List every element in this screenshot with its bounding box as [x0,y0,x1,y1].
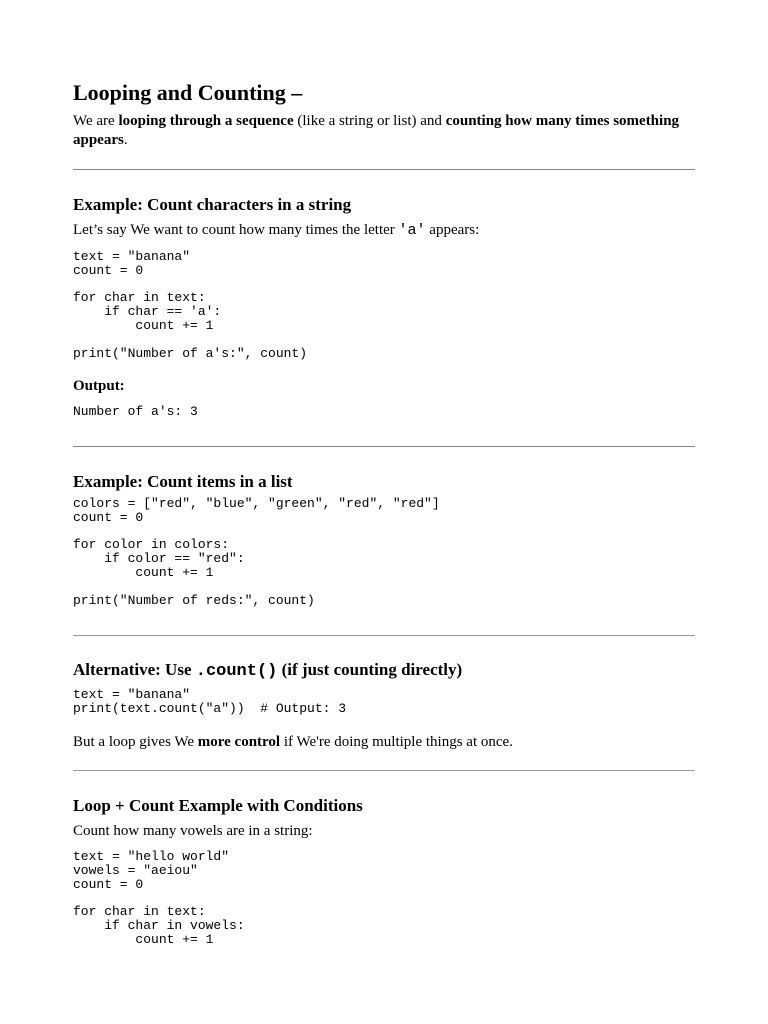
intro-bold-1: looping through a sequence [118,113,294,129]
alternative-note-before: But a loop gives We [73,734,198,750]
section-divider [73,770,695,771]
example1-description [73,221,695,240]
alternative-note-bold: more control [197,734,281,750]
intro-text-3: . [123,132,128,148]
page-title: Looping and Counting – [73,80,303,105]
intro-text-1: We are [73,113,119,129]
example2-heading: Example: Count items in a list [73,472,293,491]
example1-output-code: Number of a's: 3 [73,404,198,419]
alternative-heading-code: .count() [195,662,278,681]
section-divider [73,446,695,447]
alternative-heading-before: Alternative: Use [73,660,196,679]
alternative-code-block: text = "banana" print(text.count("a")) # Output: 3 [73,687,347,716]
example3-heading: Loop + Count Example with Conditions [73,796,363,815]
example1-desc-code: 'a' [398,222,426,239]
example2-code-block: colors = ["red", "blue", "green", "red", "red"] count = 0 for color in colors: if color == "red": count += 1 print("Number of reds:", count) [73,496,440,608]
intro-bold-2: counting how many times something appears [73,113,680,148]
example1-output-label: Output: [73,378,125,394]
intro-paragraph [73,112,695,150]
alternative-heading [73,660,462,681]
example1-heading: Example: Count characters in a string [73,195,352,214]
alternative-note-after: if We're doing multiple things at once. [280,734,513,750]
section-divider [73,169,695,170]
example3-code-block: text = "hello world" vowels = "aeiou" count = 0 for char in text: if char in vowels: count += 1 [73,849,245,947]
alternative-heading-after: (if just counting directly) [277,660,463,679]
example1-desc-before: Let’s say We want to count how many times the letter [73,222,399,238]
alternative-note [73,733,695,752]
example1-desc-after: appears: [425,222,480,238]
intro-text-2: (like a string or list) and [293,113,446,129]
example3-description: Count how many vowels are in a string: [73,823,313,839]
example1-code-block: text = "banana" count = 0 for char in text: if char == 'a': count += 1 print("Number of a's:", count) [73,249,308,361]
section-divider [73,635,695,636]
